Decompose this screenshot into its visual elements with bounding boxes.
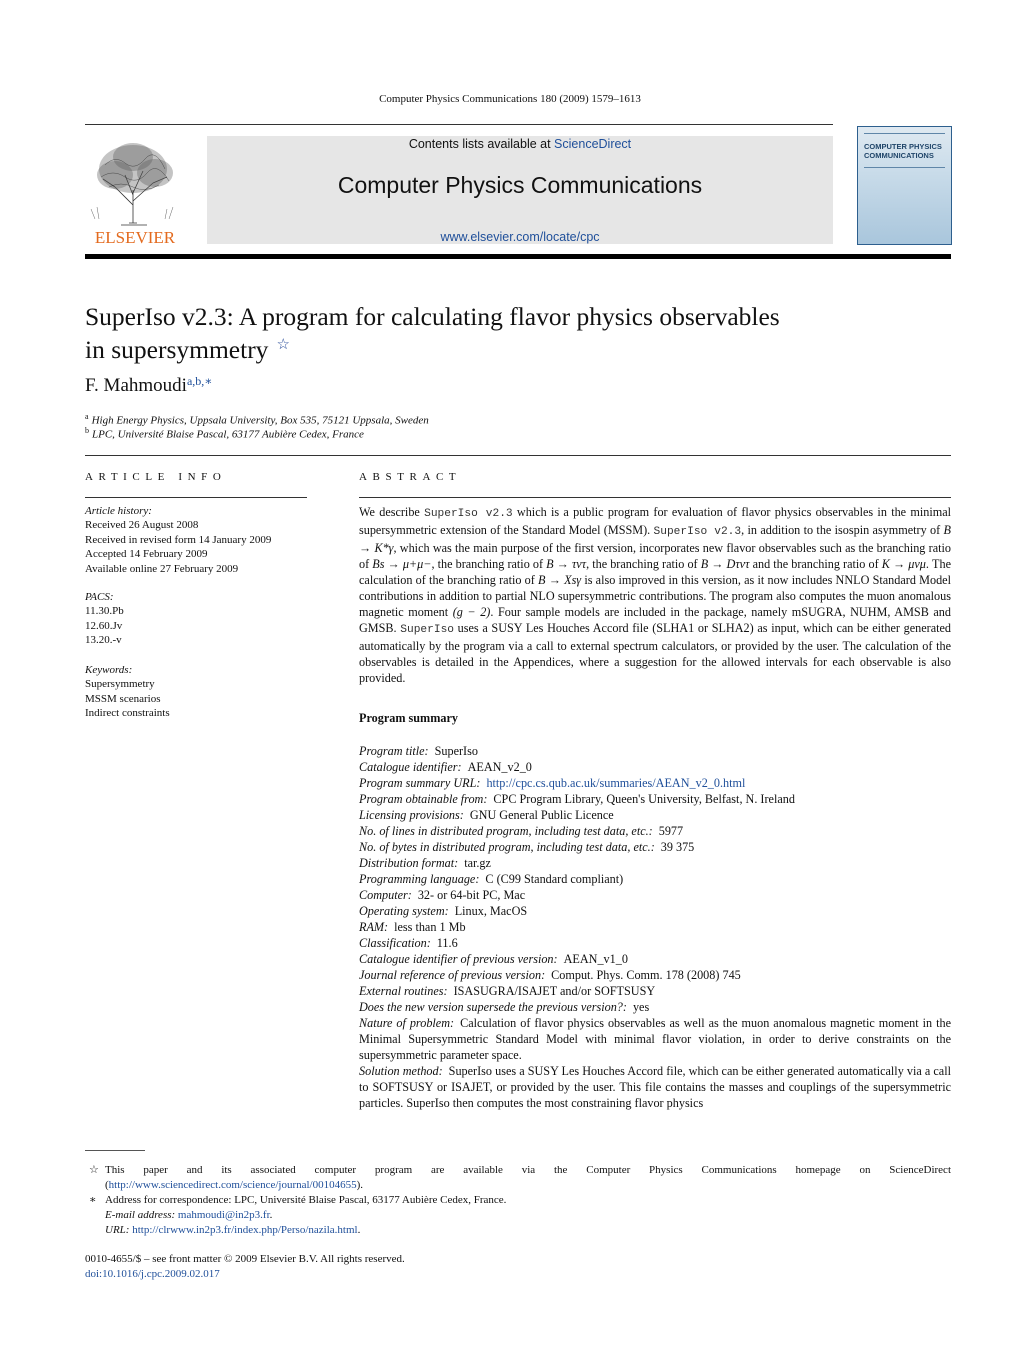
affiliation-b [85, 426, 364, 441]
pacs-label: PACS: [85, 591, 114, 603]
summary-value: Comput. Phys. Comm. 178 (2008) 745 [551, 968, 741, 982]
abstract-math: (g − 2) [452, 605, 491, 619]
contents-line [207, 137, 833, 151]
abstract-run: , in addition to the isospin asymmetry of [741, 523, 944, 537]
abstract-code: SuperIso v2.3 [424, 508, 513, 520]
summary-row [359, 935, 951, 951]
footnote-url: URL: http://clrwww.in2p3.fr/index.php/Perso/nazila.html. [105, 1224, 361, 1236]
summary-label: No. of bytes in distributed program, including test data, etc.: [359, 840, 655, 854]
summary-label: Distribution format: [359, 856, 459, 870]
journal-url-link[interactable]: www.elsevier.com/locate/cpc [440, 230, 600, 244]
footnote-text: ). [356, 1179, 364, 1191]
history-item: Received 26 August 2008 [85, 519, 199, 532]
summary-label: Does the new version supersede the previous version?: [359, 1000, 627, 1014]
summary-label: Program title: [359, 744, 429, 758]
sciencedirect-link[interactable]: ScienceDirect [554, 137, 632, 151]
summary-label: RAM: [359, 920, 389, 934]
summary-value: C (C99 Standard compliant) [485, 872, 624, 886]
abstract-run: . The calculation of the branching ratio of [359, 557, 951, 587]
summary-row [359, 823, 951, 839]
info-rule [85, 497, 307, 498]
summary-value: SuperIso [434, 744, 478, 758]
article-history [85, 504, 307, 576]
footnote-text: Address for correspondence: LPC, Université Blaise Pascal, 63177 Aubière Cedex, France. [105, 1194, 507, 1206]
homepage-link[interactable]: http://clrwww.in2p3.fr/index.php/Perso/nazila.html [132, 1224, 358, 1236]
abstract-code: SuperIso v2.3 [653, 526, 742, 538]
history-item: Received in revised form 14 January 2009 [85, 533, 272, 546]
article-title [85, 302, 845, 364]
contents-prefix: Contents lists available at [408, 137, 555, 151]
abstract-math: B → Xsγ [538, 573, 582, 587]
summary-value: less than 1 Mb [394, 920, 466, 934]
article-info-heading: ARTICLE INFO [85, 471, 227, 483]
summary-row [359, 903, 951, 919]
summary-label: Catalogue identifier: [359, 760, 462, 774]
summary-row [359, 743, 951, 759]
summary-label: No. of lines in distributed program, including test data, etc.: [359, 824, 653, 838]
title-footnote-mark[interactable]: ☆ [276, 337, 290, 353]
abstract-run: , which was the main purpose of the first version, incorporates new flavor observables such as the branching ratio of [359, 541, 951, 571]
affiliation-text: LPC, Université Blaise Pascal, 63177 Aubière Cedex, France [92, 428, 364, 441]
summary-row [359, 839, 951, 855]
publisher-name: ELSEVIER [94, 228, 176, 247]
running-head: Computer Physics Communications 180 (2009) 1579–1613 [379, 93, 641, 105]
section-rule [85, 455, 951, 456]
journal-cover[interactable] [857, 126, 952, 245]
footnote-text: This paper and its associated computer program are available via the Computer Physics Communications homepage on ScienceDirect ( [105, 1164, 951, 1191]
pacs-block [85, 590, 307, 648]
summary-row [359, 1063, 951, 1111]
bottom-matter [85, 1252, 405, 1282]
footnote-rule [85, 1150, 145, 1151]
summary-row [359, 807, 951, 823]
abstract-run: We describe [359, 505, 425, 519]
email-link[interactable]: mahmoudi@in2p3.fr [177, 1209, 270, 1221]
summary-label: Classification: [359, 936, 431, 950]
email-label: E-mail address: [105, 1209, 176, 1221]
summary-row [359, 871, 951, 887]
summary-label: Program summary URL: [359, 776, 481, 790]
cover-rule [864, 133, 945, 134]
abstract-run: which is a public program for evaluation of flavor physics observables in the minimal supersymmetric extension of the Standard Model (MSSM). [359, 505, 951, 537]
abstract-run: and the branching ratio of [749, 557, 882, 571]
program-summary [359, 743, 951, 1111]
pacs-item: 13.20.-v [85, 634, 122, 647]
summary-value: tar.gz [464, 856, 491, 870]
summary-row [359, 887, 951, 903]
abstract-math: B → Dτντ [700, 557, 750, 571]
history-item: Available online 27 February 2009 [85, 562, 239, 575]
summary-row [359, 919, 951, 935]
url-label: URL: [105, 1224, 130, 1236]
summary-row [359, 999, 951, 1015]
summary-row [359, 775, 951, 791]
summary-label: Computer: [359, 888, 412, 902]
elsevier-logo[interactable] [85, 135, 185, 247]
summary-value: SuperIso uses a SUSY Les Houches Accord file, which can be either generated automatically via a call to SOFTSUSY or ISAJET, or provided by the user. This file contains the masses and couplings of the supersymmetric particles. SuperIso then computes the most constraining flavor physics [359, 1064, 951, 1110]
summary-row [359, 1015, 951, 1063]
summary-label: Program obtainable from: [359, 792, 488, 806]
summary-label: Catalogue identifier of previous version: [359, 952, 558, 966]
abstract-math: Bs → μ+μ− [372, 557, 432, 571]
elsevier-tree-icon [85, 135, 185, 247]
keywords-block [85, 663, 307, 721]
summary-value: ISASUGRA/ISAJET and/or SOFTSUSY [453, 984, 656, 998]
program-summary-heading: Program summary [359, 711, 458, 725]
sciencedirect-journal-link[interactable]: http://www.sciencedirect.com/science/journal/00104655 [108, 1179, 357, 1191]
abstract-run: is also improved in this version, as it now includes NNLO Standard Model contributions in addition to partial NLO supersymmetric contributions. The program also computes the muon anomalous magnetic moment [359, 573, 951, 619]
abstract-heading: ABSTRACT [359, 471, 462, 483]
summary-row [359, 759, 951, 775]
title-line-2 [85, 331, 845, 364]
footnote-mark: ∗ [89, 1194, 97, 1206]
pacs-item: 11.30.Pb [85, 605, 124, 618]
keyword-item: Supersymmetry [85, 678, 155, 691]
abstract-run: uses a SUSY Les Houches Accord file (SLHA1 or SLHA2) as input, which can be either generated automatically by the program via a call to external spectrum calculators, or provided by the user. The calculation of the observables is detailed in the Appendices, where a suggestion for the allowed intervals for each observable is also provided. [359, 621, 952, 685]
footnote-star [85, 1163, 951, 1193]
affiliation-mark: b [85, 426, 89, 435]
footnote-email: E-mail address: mahmoudi@in2p3.fr. [105, 1209, 273, 1221]
affiliation-text: High Energy Physics, Uppsala University, Box 535, 75121 Uppsala, Sweden [91, 414, 429, 427]
footnotes [85, 1163, 951, 1238]
summary-value: yes [632, 1000, 650, 1014]
summary-label: Licensing provisions: [359, 808, 464, 822]
summary-label: Programming language: [359, 872, 480, 886]
footnote-mark: ☆ [89, 1164, 99, 1176]
keyword-item: MSSM scenarios [85, 692, 161, 705]
abstract-math: K → μνμ [881, 557, 926, 571]
summary-label: External routines: [359, 984, 448, 998]
summary-value: GNU General Public Licence [469, 808, 614, 822]
summary-label: Nature of problem: [359, 1016, 455, 1030]
summary-row [359, 967, 951, 983]
title-line-1: SuperIso v2.3: A program for calculating flavor physics observables [85, 302, 780, 331]
journal-name: Computer Physics Communications [337, 172, 703, 198]
summary-row [359, 951, 951, 967]
author-marks[interactable]: a,b,∗ [186, 374, 213, 388]
header-thick-rule [85, 254, 951, 259]
summary-row [359, 983, 951, 999]
summary-value: AEAN_v2_0 [467, 760, 532, 774]
abstract-run: , the branching ratio of [431, 557, 547, 571]
title-line-2-text: in supersymmetry [85, 335, 269, 364]
cover-title: COMPUTER PHYSICS COMMUNICATIONS [864, 142, 942, 160]
abstract-code: SuperIso [400, 624, 454, 636]
abstract-rule [359, 497, 951, 498]
doi-link[interactable]: doi:10.1016/j.cpc.2009.02.017 [85, 1268, 220, 1280]
abstract-math: B → τντ [546, 557, 587, 571]
summary-value: 39 375 [660, 840, 695, 854]
footnote-correspondence [85, 1193, 951, 1208]
summary-value: 32- or 64-bit PC, Mac [417, 888, 526, 902]
abstract-math: B → K*γ [359, 523, 951, 555]
history-label: Article history: [85, 505, 152, 517]
keywords-label: Keywords: [85, 664, 133, 676]
program-summary-url-link[interactable]: http://cpc.cs.qub.ac.uk/summaries/AEAN_v2_0.html [486, 776, 746, 790]
keyword-item: Indirect constraints [85, 707, 170, 720]
summary-value: AEAN_v1_0 [563, 952, 628, 966]
summary-row [359, 791, 951, 807]
affiliation-a [85, 412, 429, 427]
affiliation-mark: a [85, 412, 89, 421]
summary-value: 5977 [658, 824, 684, 838]
abstract-run: . Four sample models are included in the package, namely mSUGRA, NUHM, AMSB and GMSB. [359, 605, 951, 635]
author-line [85, 374, 212, 397]
summary-value: Calculation of flavor physics observables as well as the muon anomalous magnetic moment in the Minimal Supersymmetric Standard Model with minimal flavor violation, in order to derive constraints on the supersymmetric parameter space. [359, 1016, 951, 1062]
summary-value: 11.6 [436, 936, 458, 950]
summary-value: CPC Program Library, Queen's University, Belfast, N. Ireland [493, 792, 795, 806]
summary-row [359, 855, 951, 871]
pacs-item: 12.60.Jv [85, 619, 123, 632]
summary-label: Journal reference of previous version: [359, 968, 546, 982]
cover-rule [864, 167, 945, 168]
header-rule [85, 124, 833, 125]
author-name: F. Mahmoudi [85, 375, 187, 396]
abstract-text [359, 504, 951, 686]
abstract-run: , the branching ratio of [586, 557, 701, 571]
summary-value: Linux, MacOS [454, 904, 528, 918]
issn-line: 0010-4655/$ – see front matter © 2009 Elsevier B.V. All rights reserved. [85, 1253, 405, 1265]
history-item: Accepted 14 February 2009 [85, 548, 208, 561]
summary-label: Operating system: [359, 904, 449, 918]
summary-label: Solution method: [359, 1064, 443, 1078]
